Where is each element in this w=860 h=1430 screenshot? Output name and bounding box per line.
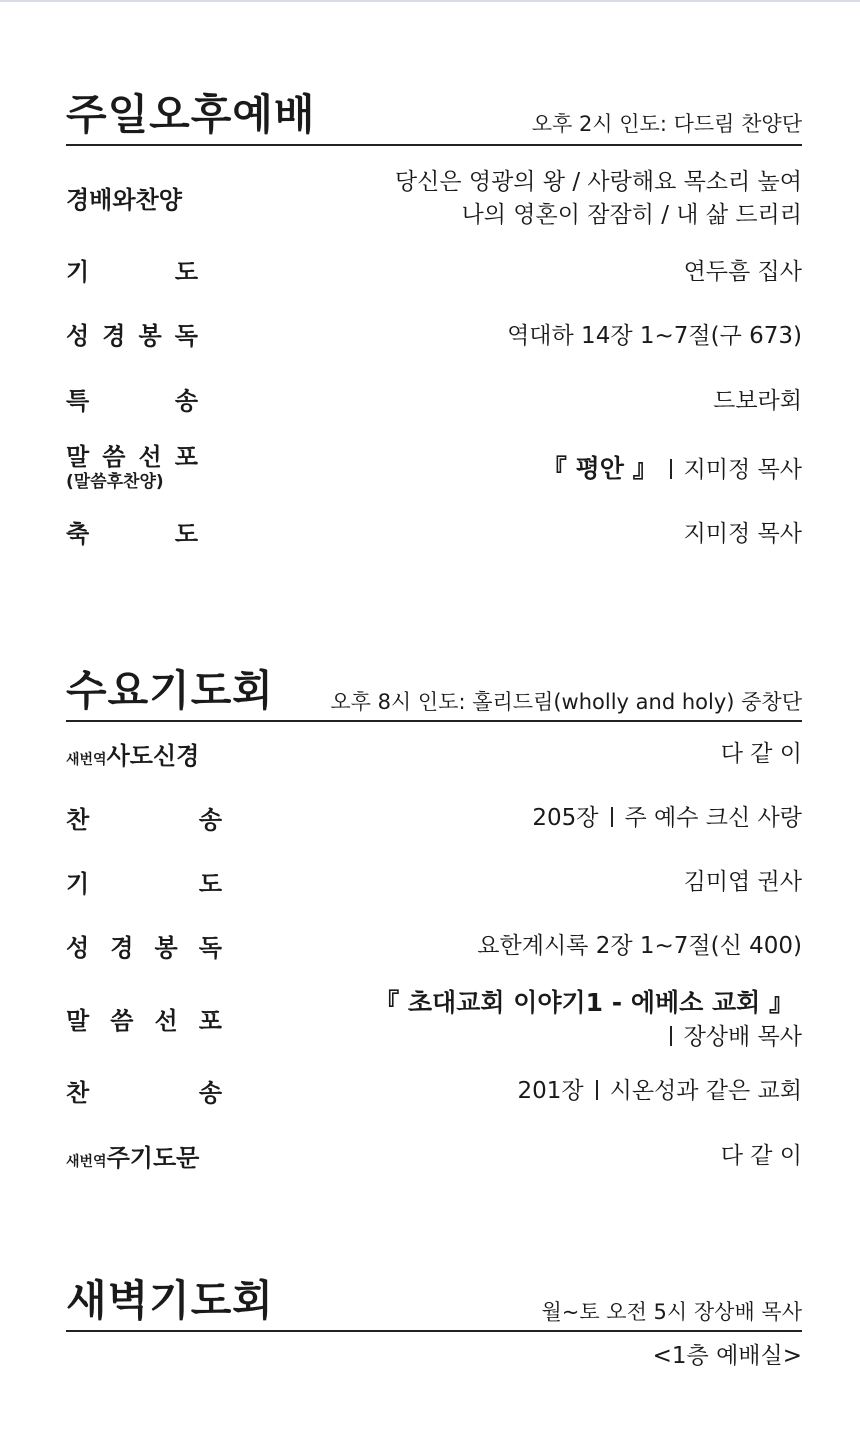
- sunday-service-section: [66, 90, 802, 560]
- wednesday-service-section: [66, 666, 802, 1190]
- row-label: [66, 1081, 222, 1105]
- label-char: 선: [154, 1007, 178, 1035]
- row-label: [66, 1146, 199, 1170]
- label-char: 말: [66, 443, 90, 471]
- row-label: 경배와찬양: [66, 186, 182, 214]
- sermon-info: [374, 985, 802, 1055]
- section-info: 오후 8시 인도: 홀리드림(wholly and holy) 중창단: [330, 690, 802, 714]
- row-label: [66, 808, 222, 832]
- label-char: 기: [66, 870, 90, 898]
- row-label: [66, 389, 198, 413]
- section-info: 오후 2시 인도: 다드림 찬양단: [531, 112, 802, 136]
- label-char: 도: [174, 258, 198, 286]
- top-border: [0, 0, 860, 2]
- section-rule: [66, 720, 802, 722]
- label-char: 포: [198, 1007, 222, 1035]
- separator-bar: [596, 1080, 598, 1100]
- label-char: 도: [174, 520, 198, 548]
- praise-line-2: 나의 영혼이 잠잠히 / 내 삶 드리리: [461, 202, 802, 229]
- dawn-prayer-section: [66, 1276, 802, 1380]
- label-char: 특: [66, 387, 90, 415]
- label-char: 송: [174, 387, 198, 415]
- scripture-reference: 역대하 14장 1~7절(구 673): [507, 323, 802, 349]
- translation-prefix: 새번역: [66, 752, 107, 768]
- creed-who: 다 같 이: [720, 741, 802, 767]
- preacher: 장상배 목사: [683, 1024, 802, 1051]
- label-char: 봉: [154, 934, 178, 962]
- label-char: 송: [198, 1079, 222, 1107]
- sermon-info: [542, 451, 802, 487]
- row-label: [66, 445, 198, 491]
- label-char: 도: [198, 870, 222, 898]
- praise-songs: [395, 166, 802, 233]
- label-char: 기: [66, 258, 90, 286]
- preacher: 지미정 목사: [683, 457, 802, 483]
- label-char: 찬: [66, 1079, 90, 1107]
- row-label: [66, 872, 222, 896]
- special-song-group: 드보라회: [713, 388, 802, 414]
- label-char: 말: [66, 1007, 90, 1035]
- section-rule: [66, 1330, 802, 1332]
- hymn-info: [532, 802, 802, 835]
- section-title: 주일오후예배: [66, 90, 316, 139]
- label-char: 찬: [66, 806, 90, 834]
- row-sublabel: (말씀후찬양): [66, 472, 164, 492]
- section-info: 월~토 오전 5시 장상배 목사: [541, 1300, 802, 1324]
- benediction-pastor: 지미정 목사: [683, 521, 802, 547]
- hymn-number: 205장: [532, 805, 599, 831]
- separator-bar: [670, 459, 672, 479]
- lords-prayer-who: 다 같 이: [720, 1143, 802, 1169]
- label-char: 송: [198, 806, 222, 834]
- section-rule: [66, 144, 802, 146]
- prayer-leader: 연두흠 집사: [683, 259, 802, 285]
- hymn-info: [518, 1075, 803, 1108]
- label-char: 씀: [102, 443, 126, 471]
- label-char: 씀: [110, 1007, 134, 1035]
- row-label: [66, 260, 198, 284]
- sermon-title: 『 초대교회 이야기1 - 에베소 교회 』: [374, 988, 794, 1017]
- label-char: 경: [110, 934, 134, 962]
- row-label: [66, 1009, 222, 1033]
- row-label: [66, 744, 199, 768]
- prayer-leader: 김미엽 권사: [683, 869, 802, 895]
- location: <1층 예배실>: [652, 1343, 802, 1369]
- separator-bar: [670, 1026, 672, 1046]
- separator-bar: [611, 807, 613, 827]
- label-char: 성: [66, 934, 90, 962]
- label-text: 주기도문: [106, 1144, 200, 1172]
- label-text: 사도신경: [106, 742, 200, 770]
- label-char: 포: [174, 443, 198, 471]
- praise-line-1: 당신은 영광의 왕 / 사랑해요 목소리 높여: [394, 169, 802, 195]
- label-char: 축: [66, 520, 90, 548]
- row-label: [66, 522, 198, 546]
- hymn-name: 시온성과 같은 교회: [609, 1078, 802, 1104]
- label-char: 경: [102, 322, 126, 350]
- label-char: 독: [198, 934, 222, 962]
- section-title: 수요기도회: [66, 666, 274, 715]
- sermon-title: 『 평안 』: [541, 454, 658, 483]
- sermon-preacher-line: [374, 1021, 802, 1054]
- label-char: 봉: [138, 322, 162, 350]
- label-char: 독: [174, 322, 198, 350]
- translation-prefix: 새번역: [66, 1154, 107, 1170]
- row-label: [66, 324, 198, 348]
- row-label: [66, 936, 222, 960]
- hymn-number: 201장: [517, 1078, 584, 1104]
- scripture-reference: 요한계시록 2장 1~7절(신 400): [477, 933, 802, 959]
- section-title: 새벽기도회: [66, 1276, 274, 1325]
- label-char: 선: [138, 443, 162, 471]
- hymn-name: 주 예수 크신 사랑: [624, 805, 802, 831]
- label-char: 성: [66, 322, 90, 350]
